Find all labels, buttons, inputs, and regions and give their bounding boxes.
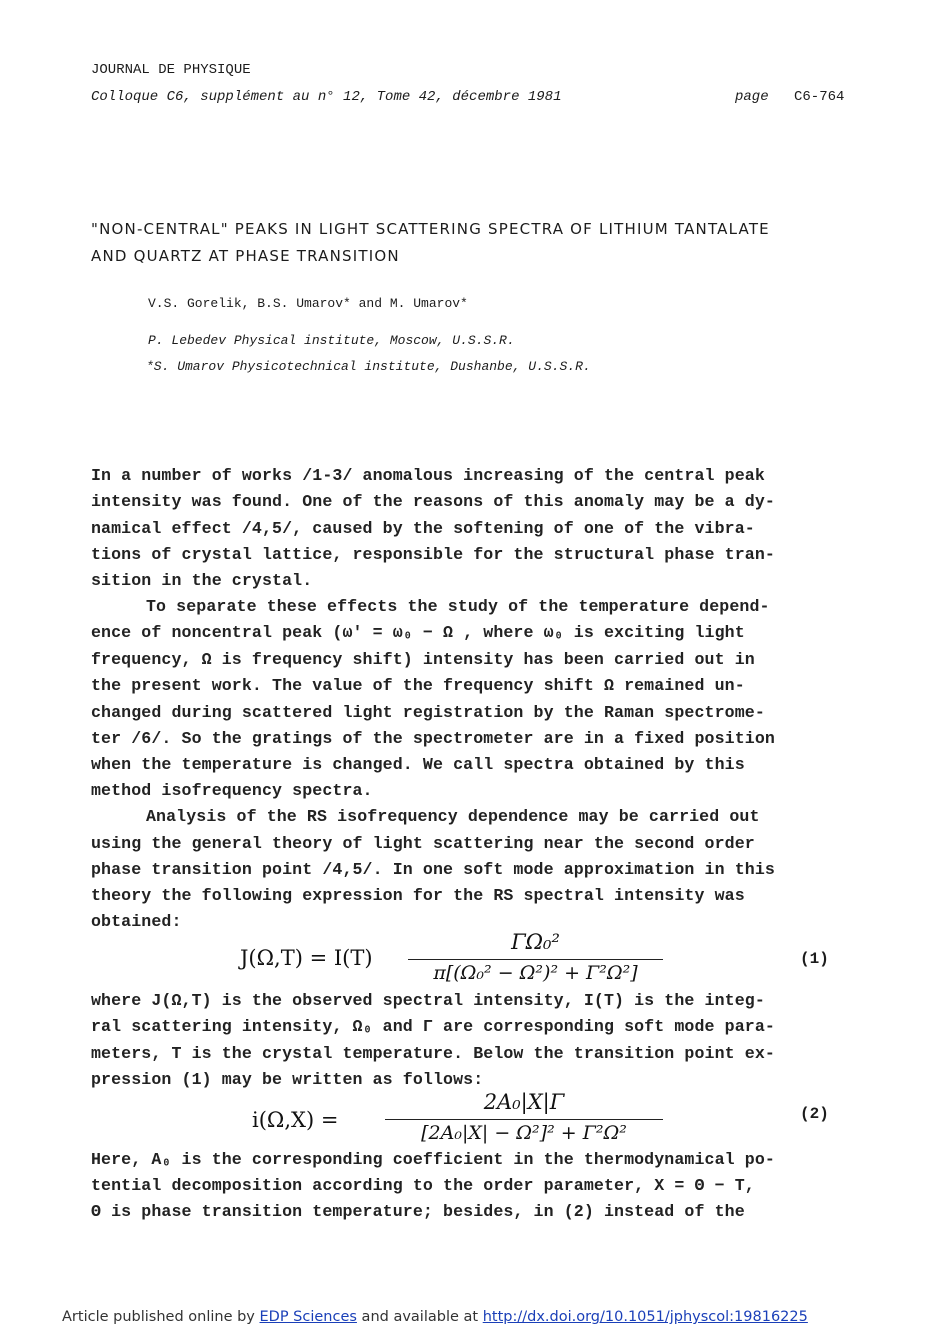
body-line: intensity was found. One of the reasons of this anomaly may be a dy- (91, 492, 775, 511)
body-line: Here, A₀ is the corresponding coefficient in the thermodynamical po- (91, 1150, 775, 1169)
body-line: phase transition point /4,5/. In one soft mode approximation in this (91, 860, 775, 879)
page-number: C6-764 (794, 89, 845, 105)
paper-title-line-1: "NON-CENTRAL" PEAKS IN LIGHT SCATTERING SPECTRA OF LITHIUM TANTALATE (91, 220, 770, 238)
body-line: To separate these effects the study of the temperature depend- (146, 597, 770, 616)
body-line: ral scattering intensity, Ω₀ and Γ are corresponding soft mode para- (91, 1017, 775, 1036)
body-line: ter /6/. So the gratings of the spectrometer are in a fixed position (91, 729, 775, 748)
page-label: page (735, 89, 769, 105)
equation-2-lhs: i(Ω,X) = (252, 1108, 339, 1132)
equation-1-lhs: J(Ω,T) = I(T) (240, 946, 373, 970)
body-line: tions of crystal lattice, responsible for the structural phase tran- (91, 545, 775, 564)
body-line: using the general theory of light scattering near the second order (91, 834, 755, 853)
authors: V.S. Gorelik, B.S. Umarov* and M. Umarov* (148, 296, 468, 311)
body-line: tential decomposition according to the order parameter, X = Θ − T, (91, 1176, 755, 1195)
journal-name: JOURNAL DE PHYSIQUE (91, 62, 251, 78)
equation-1-fraction-bar (408, 959, 663, 960)
body-line: frequency, Ω is frequency shift) intensity has been carried out in (91, 650, 755, 669)
equation-2-numerator: 2A₀|X|Γ (483, 1090, 565, 1114)
affiliation-2: *S. Umarov Physicotechnical institute, Dushanbe, U.S.S.R. (146, 359, 591, 374)
body-line: method isofrequency spectra. (91, 781, 373, 800)
publisher-link[interactable]: EDP Sciences (259, 1309, 357, 1325)
body-line: obtained: (91, 912, 182, 931)
footer-publication-notice (62, 1309, 808, 1325)
equation-2-number: (2) (800, 1105, 829, 1123)
body-line: namical effect /4,5/, caused by the softening of one of the vibra- (91, 519, 755, 538)
body-line: the present work. The value of the frequency shift Ω remained un- (91, 676, 745, 695)
body-line: changed during scattered light registration by the Raman spectrome- (91, 703, 765, 722)
doi-link[interactable]: http://dx.doi.org/10.1051/jphyscol:19816225 (482, 1309, 808, 1325)
body-line: Analysis of the RS isofrequency dependence may be carried out (146, 807, 760, 826)
footer-prefix: Article published online by (62, 1309, 260, 1325)
body-line: pression (1) may be written as follows: (91, 1070, 484, 1089)
paper-title-line-2: AND QUARTZ AT PHASE TRANSITION (91, 247, 400, 265)
equation-1-number: (1) (800, 950, 829, 968)
equation-1-numerator: ΓΩ₀² (511, 930, 560, 954)
body-line: ence of noncentral peak (ω' = ω₀ − Ω , where ω₀ is exciting light (91, 623, 745, 642)
body-line: Θ is phase transition temperature; besides, in (2) instead of the (91, 1202, 745, 1221)
affiliation-1: P. Lebedev Physical institute, Moscow, U.S.S.R. (148, 333, 515, 348)
colloque-info: Colloque C6, supplément au n° 12, Tome 42, décembre 1981 (91, 89, 562, 105)
equation-1-denominator: π[(Ω₀² − Ω²)² + Γ²Ω²] (433, 962, 638, 984)
footer-middle: and available at (356, 1309, 483, 1325)
equation-2-fraction-bar (385, 1119, 663, 1120)
body-line: where J(Ω,T) is the observed spectral intensity, I(T) is the integ- (91, 991, 765, 1010)
body-line: sition in the crystal. (91, 571, 313, 590)
body-line: theory the following expression for the RS spectral intensity was (91, 886, 745, 905)
body-line: In a number of works /1-3/ anomalous increasing of the central peak (91, 466, 765, 485)
body-line: when the temperature is changed. We call spectra obtained by this (91, 755, 745, 774)
body-line: meters, T is the crystal temperature. Below the transition point ex- (91, 1044, 775, 1063)
equation-2-denominator: [2A₀|X| − Ω²]² + Γ²Ω² (421, 1122, 627, 1144)
